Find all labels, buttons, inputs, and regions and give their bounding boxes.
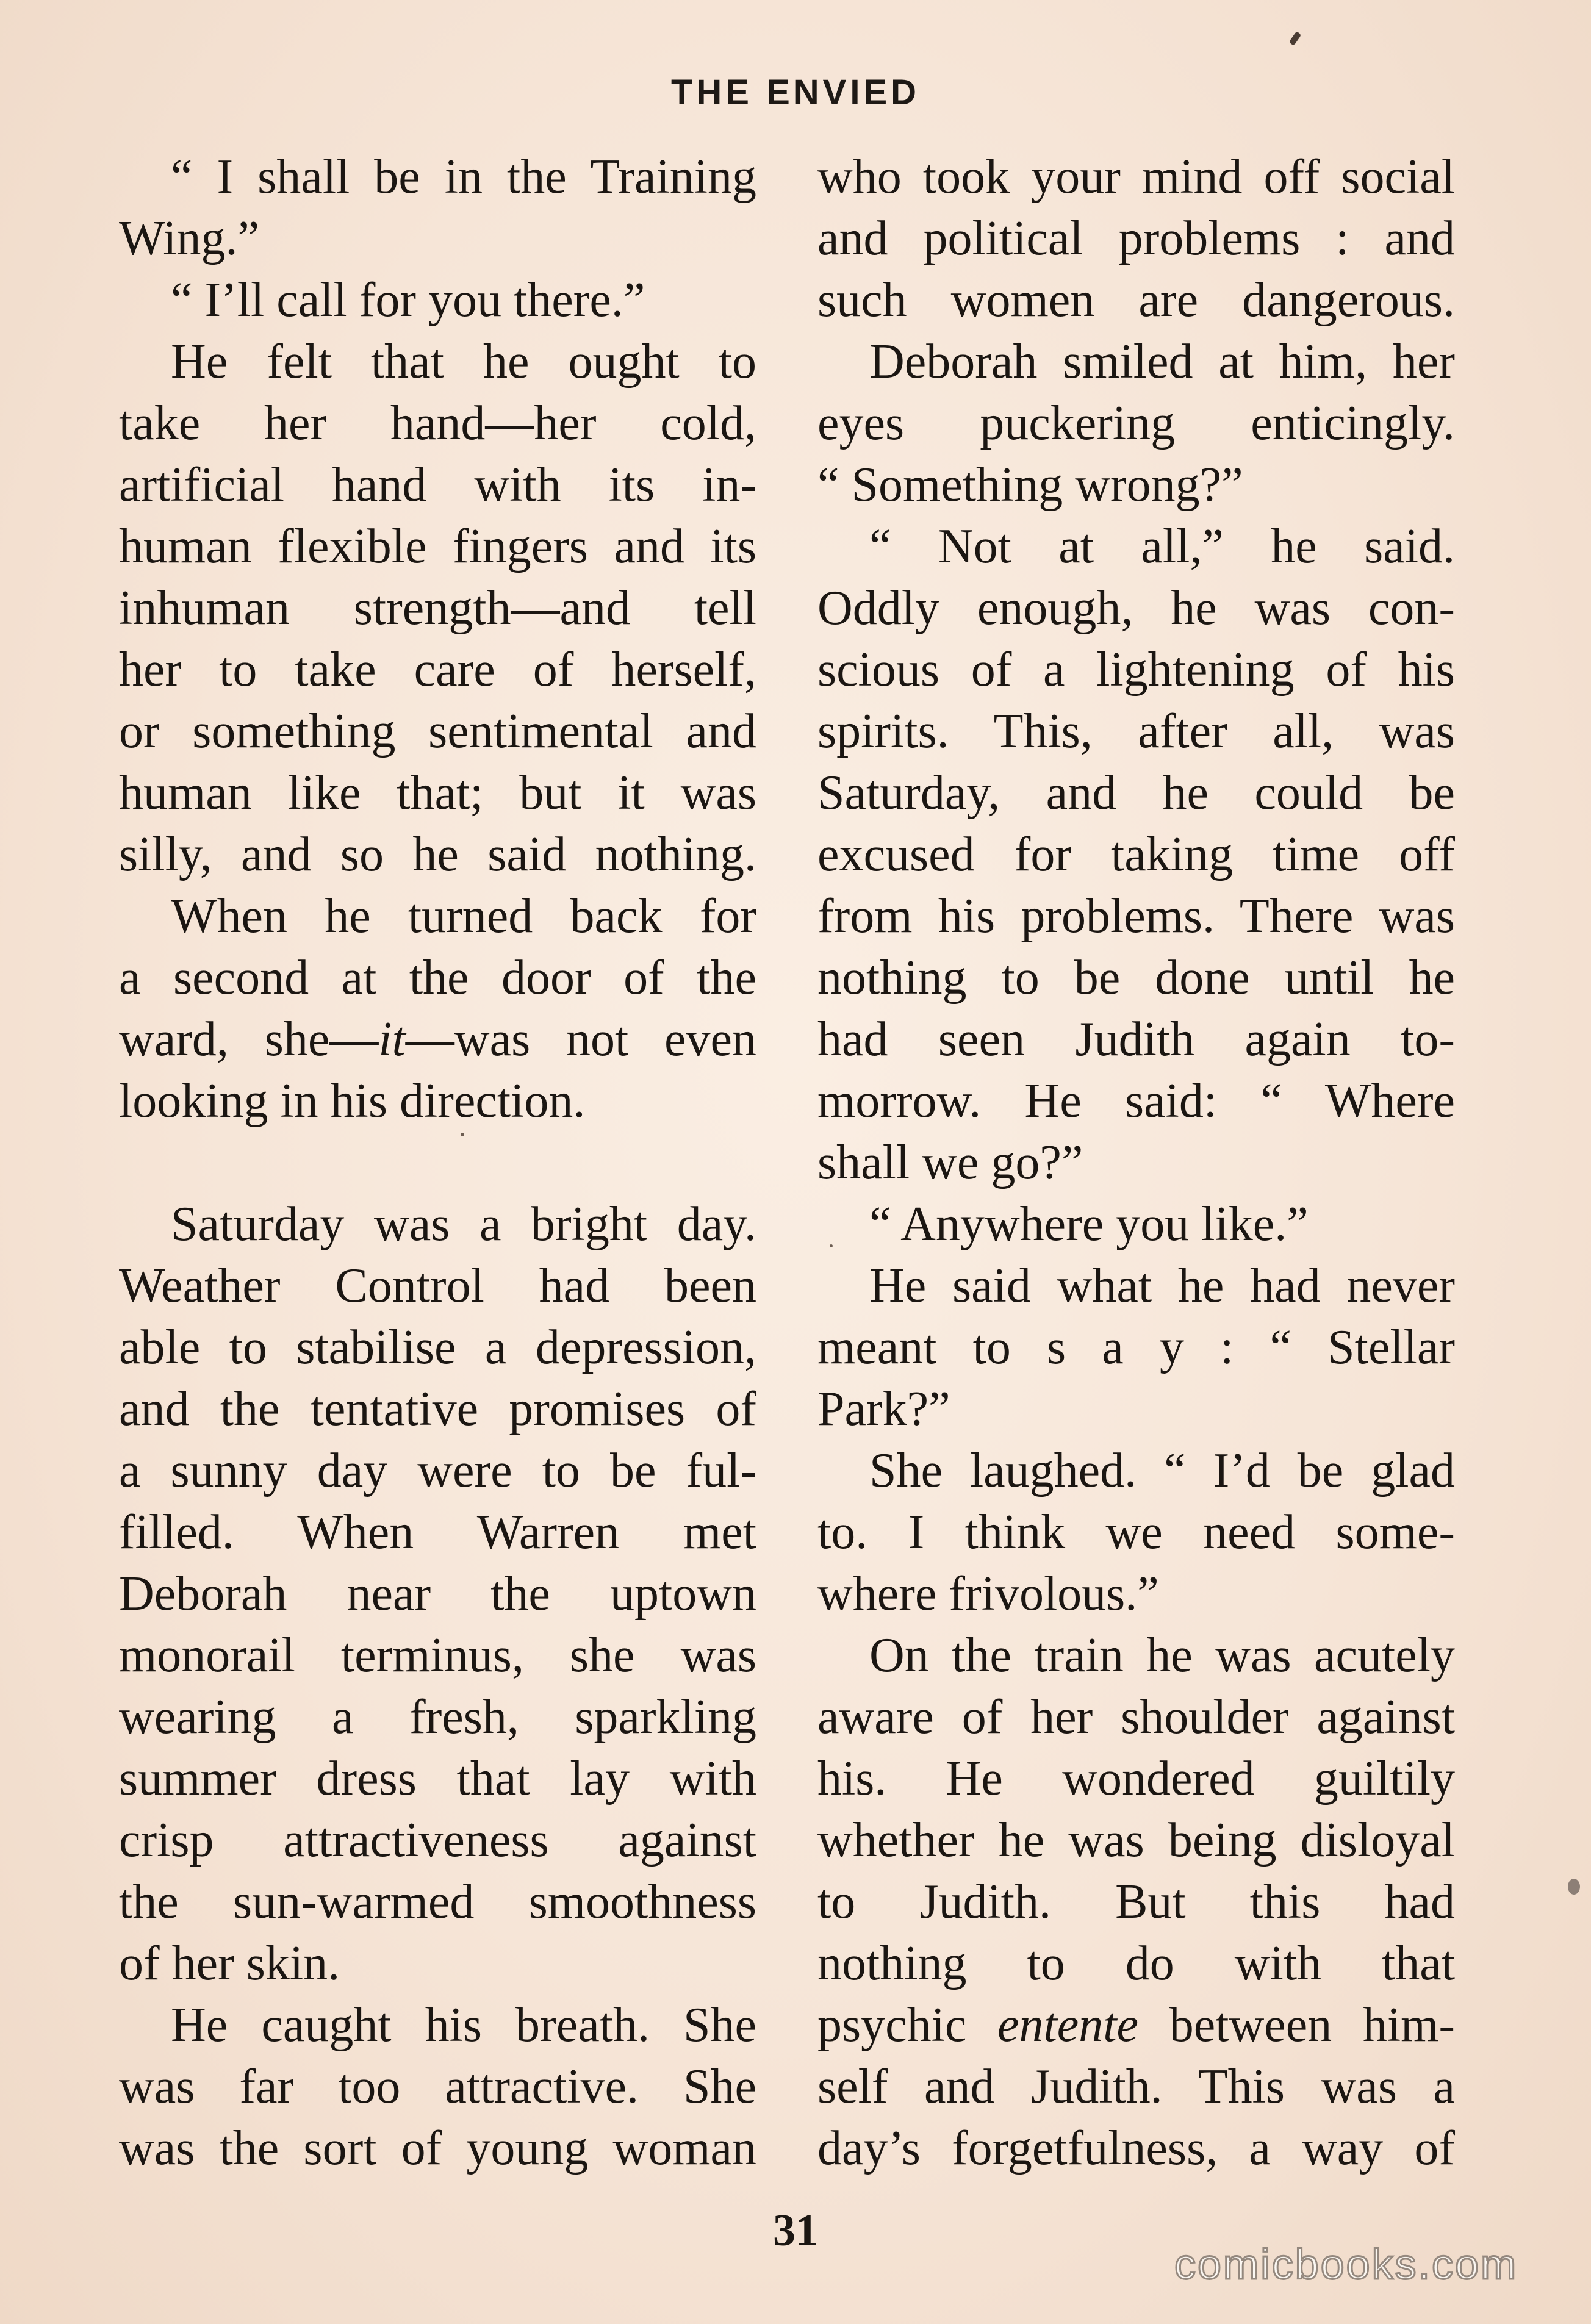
text-line: to. I think we need some-: [817, 1505, 1455, 1559]
text-line: He caught his breath. She: [171, 1998, 756, 2052]
text-line: or something sentimental and: [119, 705, 756, 758]
text-line: and political problems : and: [817, 212, 1455, 265]
text-line: Oddly enough, he was con-: [817, 581, 1455, 635]
text-line: had seen Judith again to-: [817, 1013, 1455, 1066]
text-line: When he turned back for: [171, 889, 756, 943]
text-line: Saturday was a bright day.: [171, 1197, 756, 1251]
paper-speck: [461, 1133, 464, 1136]
paper-speck: [830, 1244, 833, 1247]
text-line: Park?”: [817, 1382, 950, 1436]
text-line: Saturday, and he could be: [817, 766, 1455, 820]
text-line: was far too attractive. She: [119, 2060, 756, 2114]
text-line: summer dress that lay with: [119, 1752, 756, 1806]
text-line: ward, she—it—was not even: [119, 1013, 757, 1066]
text-line: of her skin.: [119, 1937, 340, 1990]
text-line: meant to s a y : “ Stellar: [817, 1321, 1455, 1374]
text-line: Wing.”: [119, 212, 260, 265]
text-column-left: [119, 146, 756, 2179]
paper-speck: [1289, 31, 1302, 46]
text-line: “ Something wrong?”: [817, 458, 1243, 512]
text-line: his. He wondered guiltily: [817, 1752, 1455, 1806]
text-line: wearing a fresh, sparkling: [119, 1690, 756, 1744]
text-line: from his problems. There was: [817, 889, 1455, 943]
text-line: filled. When Warren met: [119, 1505, 756, 1559]
text-line: He felt that he ought to: [171, 335, 756, 389]
running-head: THE ENVIED: [670, 73, 921, 112]
page-number: 31: [773, 2206, 818, 2256]
text-line: was the sort of young woman: [119, 2121, 756, 2175]
text-line: silly, and so he said nothing.: [119, 828, 756, 881]
text-line: Deborah smiled at him, her: [869, 335, 1455, 389]
text-line: a sunny day were to be ful-: [119, 1444, 756, 1497]
text-line: human like that; but it was: [119, 766, 756, 820]
text-line: spirits. This, after all, was: [817, 705, 1455, 758]
text-line: “ I’ll call for you there.”: [171, 273, 645, 327]
text-column-right: [817, 146, 1455, 2179]
text-line: crisp attractiveness against: [119, 1813, 756, 1867]
text-line: who took your mind off social: [817, 150, 1455, 204]
text-line: scious of a lightening of his: [817, 643, 1455, 697]
watermark-text: comicbooks.com: [1174, 2240, 1518, 2288]
text-line: excused for taking time off: [817, 828, 1455, 881]
text-line: able to stabilise a depression,: [119, 1321, 756, 1374]
text-line: “ Anywhere you like.”: [869, 1197, 1309, 1251]
text-line: such women are dangerous.: [817, 273, 1455, 327]
text-line: artificial hand with its in-: [119, 458, 756, 512]
text-line: looking in his direction.: [119, 1074, 586, 1128]
text-line: On the train he was acutely: [869, 1629, 1455, 1682]
text-line: [119, 1132, 756, 1194]
text-line: to Judith. But this had: [817, 1875, 1455, 1929]
text-line: a second at the door of the: [119, 951, 756, 1005]
text-line: She laughed. “ I’d be glad: [869, 1444, 1455, 1497]
text-line: take her hand—her cold,: [119, 396, 756, 450]
text-line: Deborah near the uptown: [119, 1567, 756, 1621]
italic-word: it: [378, 1013, 406, 1066]
text-line: nothing to do with that: [817, 1937, 1455, 1990]
text-line: aware of her shoulder against: [817, 1690, 1455, 1744]
text-line: self and Judith. This was a: [817, 2060, 1455, 2114]
text-line: and the tentative promises of: [119, 1382, 756, 1436]
text-line: Weather Control had been: [119, 1259, 756, 1313]
text-line: her to take care of herself,: [119, 643, 756, 697]
text-line: psychic entente between him-: [817, 1998, 1455, 2052]
text-line: “ Not at all,” he said.: [869, 520, 1455, 573]
text-line: monorail terminus, she was: [119, 1629, 756, 1682]
text-line: whether he was being disloyal: [817, 1813, 1455, 1867]
text-line: morrow. He said: “ Where: [817, 1074, 1455, 1128]
text-line: “ I shall be in the Training: [171, 150, 756, 204]
text-line: shall we go?”: [817, 1136, 1083, 1189]
text-line: where frivolous.”: [817, 1567, 1159, 1621]
text-line: the sun-warmed smoothness: [119, 1875, 756, 1929]
paper-speck: [1568, 1879, 1580, 1895]
text-line: He said what he had never: [869, 1259, 1455, 1313]
text-line: nothing to be done until he: [817, 951, 1455, 1005]
italic-word: entente: [997, 1998, 1139, 2052]
text-line: human flexible fingers and its: [119, 520, 756, 573]
text-line: inhuman strength—and tell: [119, 581, 756, 635]
text-line: day’s forgetfulness, a way of: [817, 2121, 1455, 2175]
text-line: eyes puckering enticingly.: [817, 396, 1455, 450]
